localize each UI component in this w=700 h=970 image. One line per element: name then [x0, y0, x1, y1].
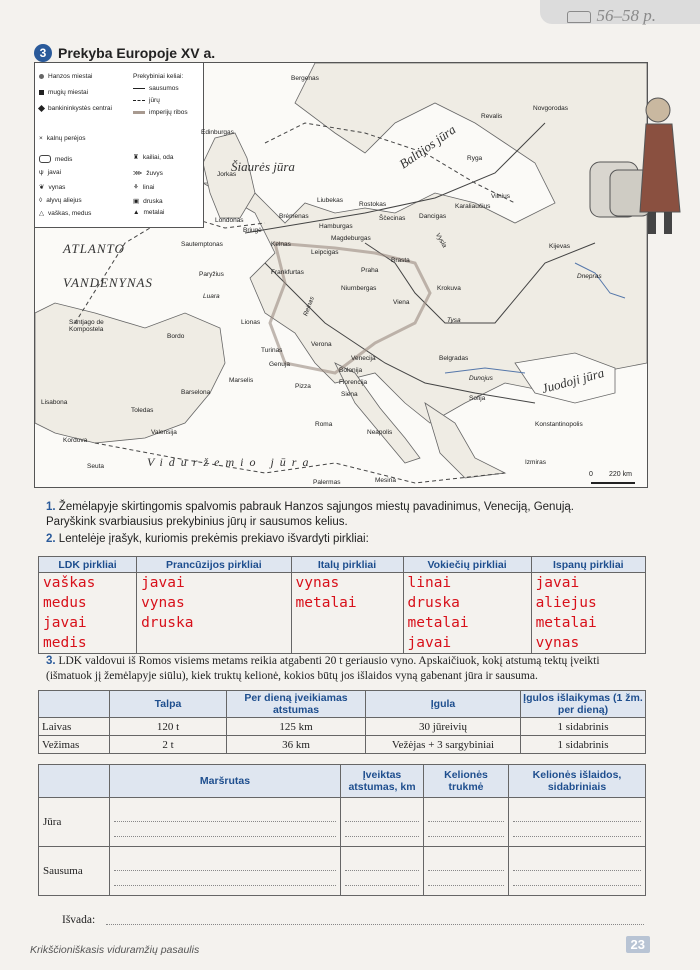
grain-icon: ψ: [39, 169, 44, 176]
answer-cell[interactable]: [424, 798, 509, 847]
column-header: Įgula: [366, 691, 521, 718]
city-label: Belgradas: [439, 355, 469, 362]
column-header: Maršrutas: [110, 765, 341, 798]
map-legend: [35, 63, 204, 228]
goods-cell[interactable]: vaškas medus javai medis: [39, 573, 137, 654]
fish-icon: ⋙: [133, 170, 143, 177]
task-3: 3. LDK valdovui iš Romos visiems metams reikia atgabenti 20 t geriausio vyno. Apskaičiuok, kokį atstumą tektų įveikti (išmatuok jį žemėlapyje siūlu), kiek truktų kelionė, kokios būtų jos išlaidos vyną gabenant jūra ir sausuma.: [46, 655, 600, 682]
sea-label: ATLANTO: [63, 241, 125, 256]
honey-icon: △: [39, 210, 44, 217]
city-label: Marselis: [229, 377, 254, 384]
answer-cell[interactable]: [509, 847, 646, 896]
river-label: Dunojus: [469, 375, 493, 382]
grape-icon: ❦: [39, 184, 45, 191]
footer-text: Krikščioniškasis viduramžių pasaulis: [30, 944, 200, 956]
city-label: Seuta: [87, 463, 104, 470]
cross-icon: ×: [39, 135, 43, 142]
sea-label: Juodoji jūra: [540, 365, 606, 397]
river-label: Dnepras: [577, 273, 602, 280]
legend-item: jūrų: [133, 97, 160, 104]
river-label: Tysa: [447, 317, 461, 324]
city-label: Novgorodas: [533, 105, 569, 112]
city-label: Konstantinopolis: [535, 421, 583, 428]
legend-item: ▲ metalai: [133, 209, 165, 216]
page-number: 23: [626, 936, 650, 953]
city-label: Izmiras: [525, 459, 546, 466]
city-label: Kijevas: [549, 243, 570, 250]
city-label: Magdeburgas: [331, 235, 371, 242]
sea-label: Viduržemio jūra: [147, 455, 315, 469]
table-row: Laivas 120 t 125 km 30 jūreivių 1 sidabrinis: [39, 718, 646, 736]
city-label: Siena: [341, 391, 358, 398]
dot-icon: [39, 74, 44, 79]
city-label: Frankfurtas: [271, 269, 304, 276]
city-label: Bordo: [167, 333, 185, 340]
metal-icon: ▲: [133, 209, 140, 216]
city-label: Dancigas: [419, 213, 447, 220]
city-label: Genuja: [269, 361, 290, 368]
legend-item: ⚘ linai: [133, 183, 155, 191]
city-label: Paryžius: [199, 271, 224, 278]
table-row: Jūra: [39, 798, 646, 847]
column-header: Talpa: [110, 691, 227, 718]
column-header: [39, 691, 110, 718]
city-label: Roma: [315, 421, 333, 428]
answer-cell[interactable]: [424, 847, 509, 896]
section-heading: [34, 44, 215, 62]
city-label: Vilnius: [491, 193, 511, 200]
legend-item: ψ javai: [39, 169, 62, 176]
city-label: Leipcigas: [311, 249, 339, 256]
river-label: Luara: [203, 293, 220, 300]
city-label: Bolonija: [339, 367, 363, 374]
diamond-icon: [38, 105, 45, 112]
column-header: Įgulos išlaikymas (1 žm. per dieną): [521, 691, 646, 718]
city-label: Kelnas: [271, 241, 291, 248]
column-header: Italų pirkliai: [291, 557, 403, 573]
column-header: Prancūzijos pirkliai: [137, 557, 291, 573]
city-label: Ščecinas: [379, 215, 406, 222]
scale-label: 220 km: [609, 471, 632, 478]
column-header: Per dieną įveikiamas atstumas: [227, 691, 366, 718]
answer-cell[interactable]: [341, 798, 424, 847]
fur-icon: ♜: [133, 154, 139, 161]
column-header: Įveiktas atstumas, km: [341, 765, 424, 798]
city-label: Liubekas: [317, 197, 344, 204]
city-label: Toledas: [131, 407, 154, 414]
city-label: Kordova: [63, 437, 88, 444]
square-icon: [39, 90, 44, 95]
city-label: Santjago de Kompostela: [69, 319, 104, 333]
city-label: Briugė: [243, 227, 262, 234]
boundary-line-icon: [133, 111, 145, 114]
legend-item: ▣ druska: [133, 197, 163, 205]
dashed-line-icon: [133, 100, 145, 101]
sea-label: Baltijos jūra: [396, 121, 459, 172]
salt-icon: ▣: [133, 198, 140, 205]
city-label: Pizza: [295, 383, 311, 390]
sea-label: Šiaurės jūra: [231, 159, 295, 174]
answer-cell[interactable]: [509, 798, 646, 847]
legend-item: × kalnų perėjos: [39, 135, 86, 142]
answer-cell[interactable]: [110, 798, 341, 847]
answer-cell[interactable]: [110, 847, 341, 896]
city-label: Krokuva: [437, 285, 461, 292]
city-label: Bergenas: [291, 75, 319, 82]
conclusion-label: Išvada:: [62, 914, 96, 926]
wax-icon: [39, 155, 51, 163]
goods-cell[interactable]: javai aliejus metalai vynas: [531, 573, 645, 654]
city-label: Brėmenas: [279, 213, 309, 220]
river-label: Vysla: [433, 231, 448, 250]
city-label: Neapolis: [367, 429, 393, 436]
city-label: Londonas: [215, 217, 244, 224]
conclusion-answer-line[interactable]: [106, 924, 644, 925]
scale-zero: 0: [589, 471, 593, 478]
legend-item: bankininkystės centrai: [39, 105, 112, 112]
city-label: Brasta: [391, 257, 410, 264]
sea-label: VANDENYNAS: [63, 275, 153, 290]
transport-table: [38, 690, 646, 754]
legend-item: Hanzos miestai: [39, 73, 92, 80]
legend-item: ❦ vynas: [39, 183, 66, 191]
table-row: Sausuma: [39, 847, 646, 896]
column-header: Kelionės trukmė: [424, 765, 509, 798]
legend-item: ⋙ žuvys: [133, 169, 163, 177]
route-table: [38, 764, 646, 896]
city-label: Hamburgas: [319, 223, 353, 230]
city-label: Viena: [393, 299, 410, 306]
city-label: Sautemptonas: [181, 241, 223, 248]
city-label: Ryga: [467, 155, 483, 162]
legend-item: ♜ kailiai, oda: [133, 153, 174, 161]
buyers-table: [38, 556, 646, 654]
legend-item: medis: [39, 155, 72, 163]
city-label: Barselona: [181, 389, 211, 396]
column-header: Kelionės išlaidos, sidabriniais: [509, 765, 646, 798]
city-label: Jorkas: [217, 171, 237, 178]
goods-cell[interactable]: javai vynas druska: [137, 573, 291, 654]
city-label: Lisabona: [41, 399, 68, 406]
legend-item: imperijų ribos: [133, 109, 188, 116]
legend-item: sausumos: [133, 85, 179, 92]
section-number: 3: [34, 44, 52, 62]
city-label: Palermas: [313, 479, 341, 486]
city-label: Niurnbergas: [341, 285, 377, 292]
river-label: Reinas: [302, 295, 316, 318]
legend-item: ◊ alyvų aliejus: [39, 197, 82, 204]
solid-line-icon: [133, 88, 145, 89]
column-header: [39, 765, 110, 798]
city-label: Rostokas: [359, 201, 387, 208]
table-row: Vežimas 2 t 36 km Vežėjas + 3 sargybiniai 1 sidabrinis: [39, 736, 646, 754]
city-label: Verona: [311, 341, 332, 348]
legend-routes-title: Prekybiniai keliai:: [133, 73, 184, 80]
column-header: Vokiečių pirkliai: [403, 557, 531, 573]
olive-icon: ◊: [39, 197, 43, 204]
section-title: Prekyba Europoje XV a.: [58, 45, 216, 61]
city-label: Mesina: [375, 477, 396, 484]
column-header: LDK pirkliai: [39, 557, 137, 573]
legend-item: △ vaškas, medus: [39, 209, 92, 217]
city-label: Florencija: [339, 379, 368, 386]
task-1: 1. Žemėlapyje skirtingomis spalvomis pabrauk Hanzos sąjungos miestų pavadinimus, Veneciją, Genują. Paryškink svarbiausius prekybinius jūrų ir sausumos kelius.: [46, 501, 574, 528]
city-label: Praha: [361, 267, 379, 274]
task-2: 2. Lentelėje įrašyk, kuriomis prekėmis prekiavo išvardyti pirkliai:: [46, 533, 369, 545]
city-label: Turinas: [261, 347, 283, 354]
flax-icon: ⚘: [133, 184, 139, 191]
merchant-illustration: [580, 92, 690, 237]
city-label: Karaliaučius: [455, 203, 491, 210]
city-label: Edinburgas: [201, 129, 234, 136]
city-label: Valensija: [151, 429, 177, 436]
legend-item: mugių miestai: [39, 89, 88, 96]
page-reference: 56–58 p.: [567, 6, 657, 26]
book-icon: [567, 11, 591, 23]
goods-cell[interactable]: linai druska metalai javai: [403, 573, 531, 654]
city-label: Lionas: [241, 319, 261, 326]
city-label: Revalis: [481, 113, 503, 120]
city-label: Sofija: [469, 395, 486, 402]
answer-cell[interactable]: [341, 847, 424, 896]
trade-map: [34, 62, 648, 488]
column-header: Ispanų pirkliai: [531, 557, 645, 573]
city-label: Venecija: [351, 355, 376, 362]
goods-cell[interactable]: vynas metalai: [291, 573, 403, 654]
